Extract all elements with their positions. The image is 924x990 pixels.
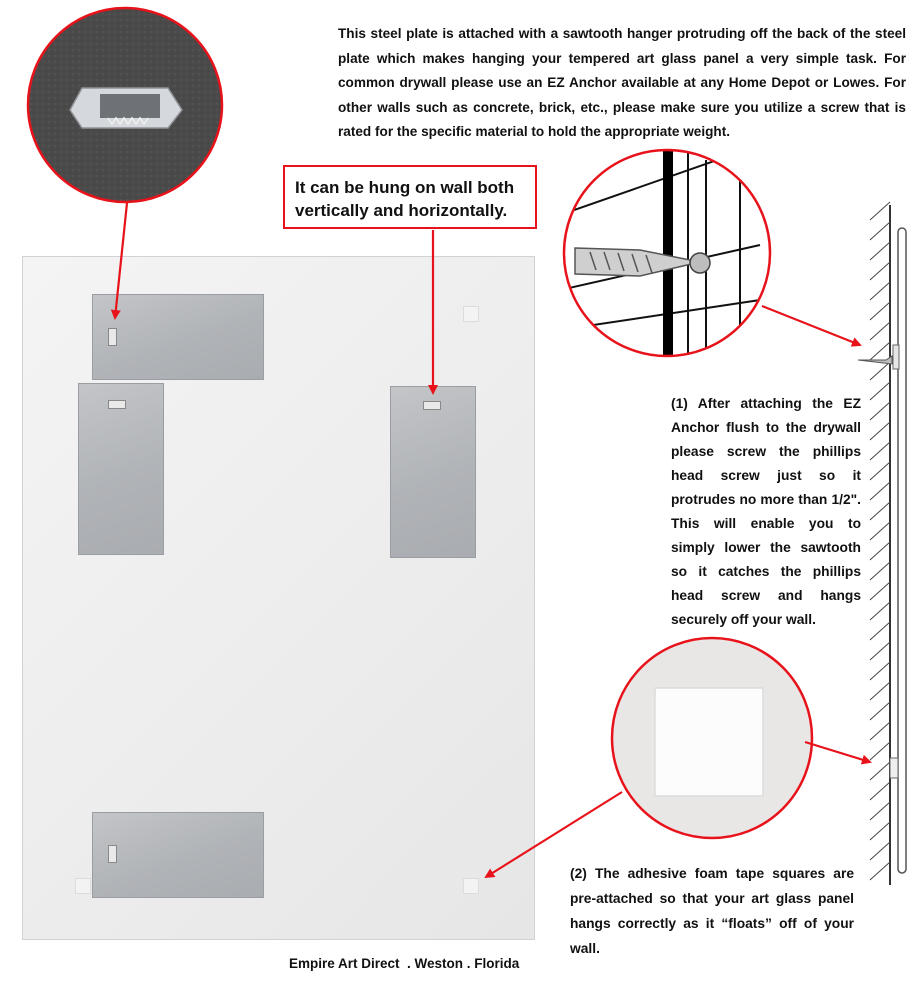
orientation-callout: It can be hung on wall both vertically and horizontally. [283, 165, 537, 229]
pointer-arrow-icon [805, 742, 870, 762]
intro-paragraph: This steel plate is attached with a sawtooth hanger protruding off the back of the steel plate which makes hanging your tempered art glass panel a very simple task. For common drywall please use an EZ Anchor available at any Home Depot or Lowes. For other walls such as concrete, brick, etc., please make sure you utilize a screw that is rated for the specific material to hold the appropriate weight. [338, 26, 906, 139]
pointer-arrow-icon [762, 306, 860, 345]
step-1-instructions: (1) After attaching the EZ Anchor flush to the drywall please screw the phillips head screw just so it protrudes no more than 1/2". This will enable you to simply lower the sawtooth so it catches the phillips head screw and hangs securely off your wall. [671, 396, 861, 627]
foam-pad-closeup-icon [612, 638, 812, 838]
anchor-closeup-icon [560, 145, 770, 360]
company-footer: Empire Art Direct . Weston . Florida [289, 956, 520, 971]
step-2-instructions: (2) The adhesive foam tape squares are pre-attached so that your art glass panel hangs correctly as it “floats” off of your wall. [570, 866, 854, 956]
wall-section-icon [858, 202, 906, 885]
pointer-arrow-icon [115, 203, 127, 318]
hanger-closeup-icon [28, 8, 222, 202]
